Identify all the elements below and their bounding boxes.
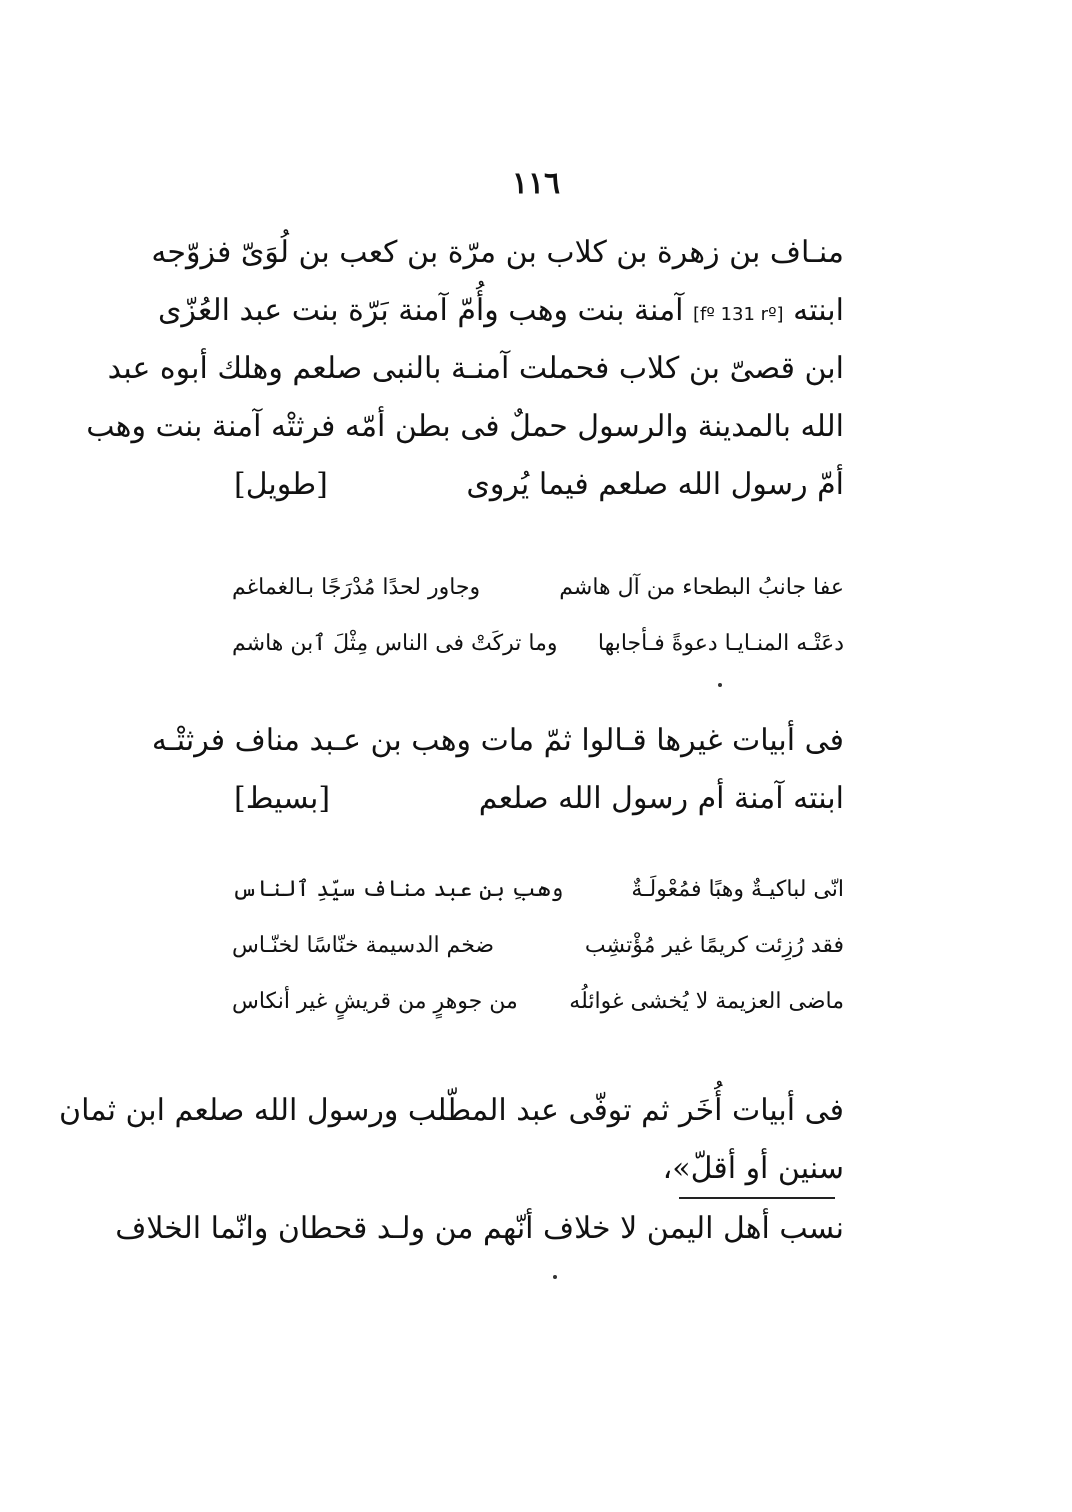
ink-dot <box>553 1275 557 1279</box>
ink-dot <box>718 683 722 687</box>
second-hemistich: وجاور لحدًا مُدْرَجًا بـالغماغم <box>232 575 481 600</box>
paragraph-last-line <box>234 770 844 828</box>
paragraph-line: سنين أو أقلّ»، <box>662 1151 844 1186</box>
paragraph-line <box>157 282 844 340</box>
meter-label: [بسيط] <box>234 781 331 816</box>
paragraph-1 <box>86 224 844 514</box>
verse <box>232 918 844 974</box>
paragraph-line-text: أمّ رسول الله صلعم فيما يُروى <box>466 467 844 502</box>
paragraph-line: منـاف بن زهرة بن كلاب بن مرّة بن كعب بن لُوَىّ فزوّجه <box>151 235 844 270</box>
first-hemistich: انّى لباكيـةٌ وهبًا فمُعْولَـةٌ <box>631 877 844 902</box>
separator-rule <box>679 1197 835 1199</box>
text-fragment: آمنة بنت وهب وأُمّ آمنة بَرّة بنت عبد العُزّى <box>157 293 694 328</box>
second-hemistich: من جوهرٍ من قريشٍ غير أنكاس <box>232 989 518 1014</box>
paragraph-4 <box>115 1200 844 1258</box>
paragraph-2 <box>151 712 844 828</box>
meter-label: [طويل] <box>234 467 328 502</box>
second-hemistich: وما تركَتْ فى الناس مِثْلَ ٱبن هاشم <box>232 631 558 656</box>
verse <box>232 560 844 616</box>
verse <box>232 974 844 1030</box>
paragraph-line: فى أبيات غيرها قـالوا ثمّ مات وهب بن عـبد مناف فرثتْـه <box>151 723 844 758</box>
paragraph-last-line <box>234 456 844 514</box>
first-hemistich: فقد رُزِئت كريمًا غير مُؤْتشِب <box>584 933 844 958</box>
first-hemistich: عفا جانبُ البطحاء من آل هاشم <box>559 575 844 600</box>
paragraph-line: ابن قصىّ بن كلاب فحملت آمنـة بالنبى صلعم وهلك أبوه عبد <box>107 351 844 386</box>
second-hemistich: ضخم الدسيمة خنّاسًا لخنّـاس <box>232 933 495 958</box>
page-number: ١١٦ <box>511 166 561 201</box>
paragraph-line: فى أبيات أُخَر ثم توفّى عبد المطّلب ورسول الله صلعم ابن ثمان <box>59 1093 844 1128</box>
paragraph-line-text: ابنته آمنة أم رسول الله صلعم <box>478 781 844 816</box>
text-fragment: ابنته <box>783 293 844 328</box>
verse <box>232 616 844 672</box>
first-hemistich: ماضى العزيمة لا يُخشى غوائلُه <box>569 989 844 1014</box>
verse <box>232 862 844 918</box>
poem-2 <box>232 862 844 1030</box>
paragraph-3 <box>59 1082 844 1198</box>
first-hemistich: دعَتْـه المنـايـا دعوةً فـأجابها <box>597 631 844 656</box>
second-hemistich: وهبِ بن عبد مناف سيّدِ ٱلناس <box>232 877 564 902</box>
paragraph-line: الله بالمدينة والرسول حملٌ فى بطن أمّه فرثتْه آمنة بنت وهب <box>86 409 844 444</box>
poem-1 <box>232 560 844 672</box>
paragraph-line: نسب أهل اليمن لا خلاف أنّهم من ولـد قحطان وانّما الخلاف <box>115 1211 844 1246</box>
folio-reference: [fº 131 rº] <box>693 304 784 325</box>
